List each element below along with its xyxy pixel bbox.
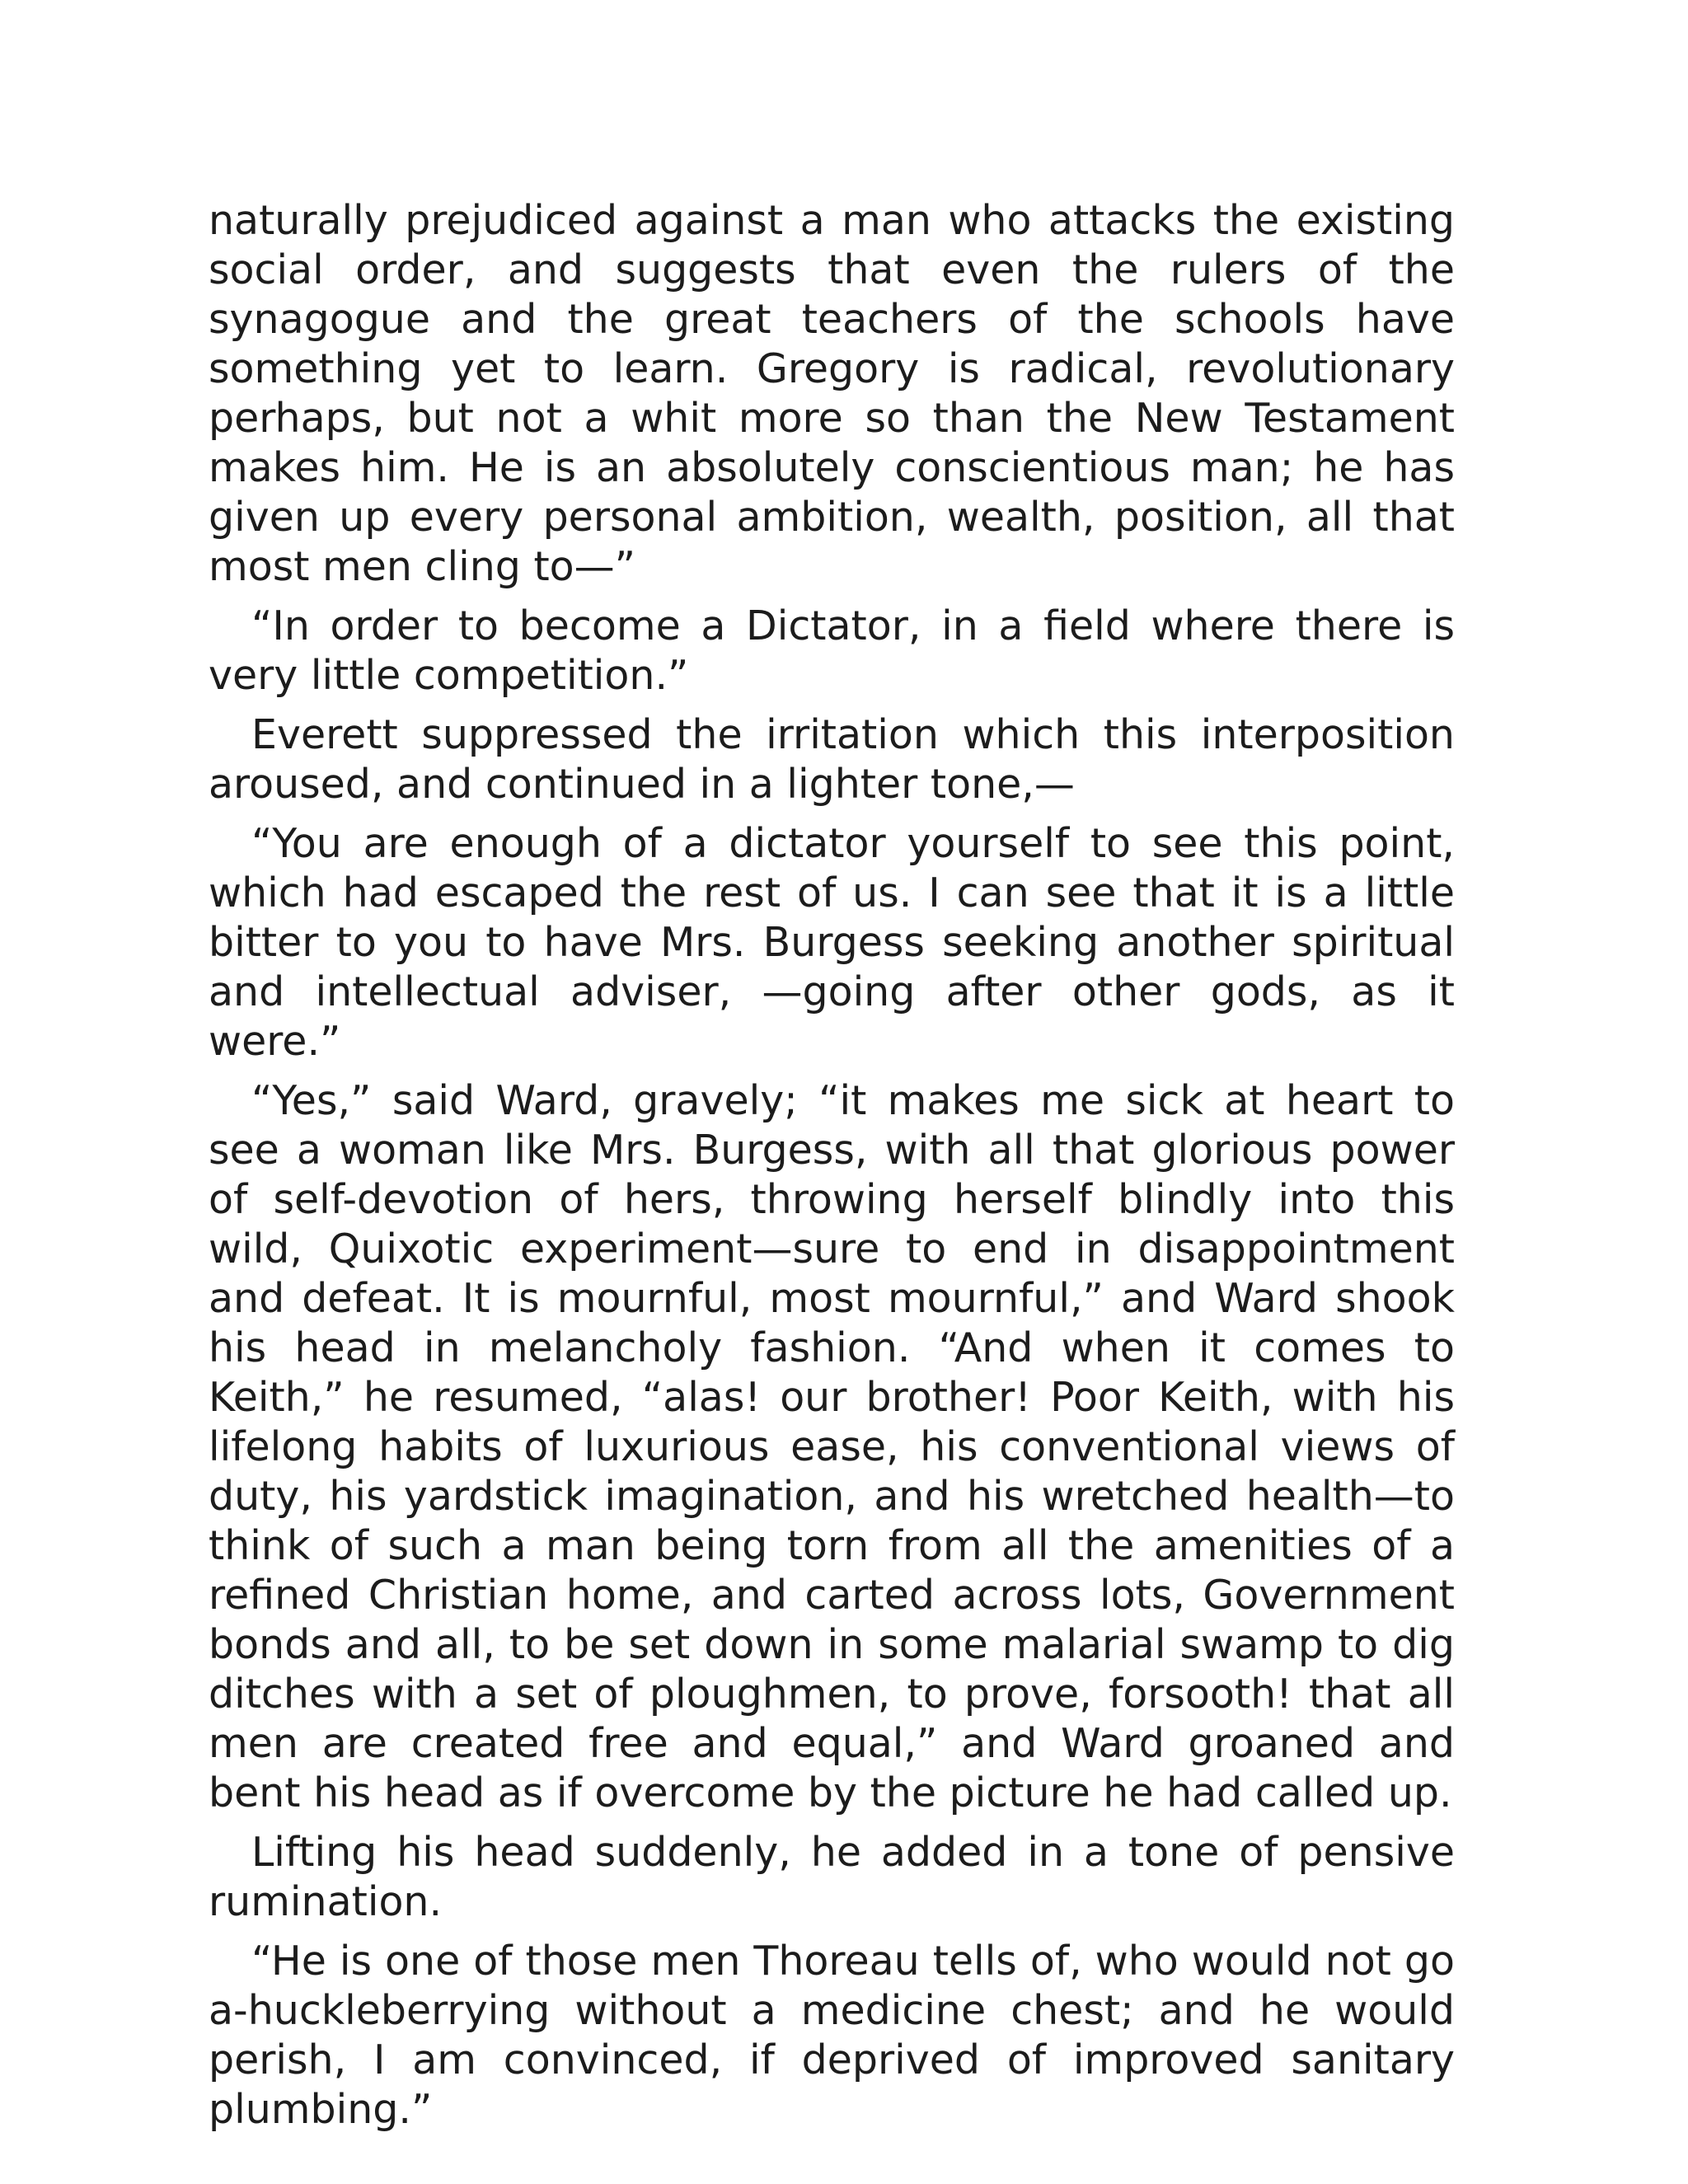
paragraph-3: Everett suppressed the irritation which this interposition aroused, and continued in a lighter tone,— bbox=[209, 711, 1455, 808]
page-body bbox=[209, 196, 1455, 2144]
paragraph-1: naturally prejudiced against a man who attacks the existing social order, and suggests that even the rulers of the synagogue and the great teachers of the schools have something yet to learn. Gregory is radical, revolutionary perhaps, but not a whit more so than the New Testament makes him. He is an absolutely conscientious man; he has given up every personal ambition, wealth, position, all that most men cling to—” bbox=[209, 197, 1455, 590]
paragraph-7: “He is one of those men Thoreau tells of, who would not go a-huckleberrying without a medicine chest; and he would perish, I am convinced, if deprived of improved sanitary plumbing.” bbox=[209, 1938, 1455, 2133]
paragraph-2: “In order to become a Dictator, in a field where there is very little competition.” bbox=[209, 602, 1455, 699]
paragraph-4: “You are enough of a dictator yourself to see this point, which had escaped the rest of us. I can see that it is a little bitter to you to have Mrs. Burgess seeking another spiritual and intellectual adviser, —going after other gods, as it were.” bbox=[209, 820, 1455, 1065]
paragraph-5: “Yes,” said Ward, gravely; “it makes me sick at heart to see a woman like Mrs. Burgess, with all that glorious power of self-devotion of hers, throwing herself blindly into this wild, Quixotic experiment—sure to end in disappointment and defeat. It is mournful, most mournful,” and Ward shook his head in melancholy fashion. “And when it comes to Keith,” he resumed, “alas! our brother! Poor Keith, with his lifelong habits of luxurious ease, his conventional views of duty, his yardstick imagination, and his wretched health—to think of such a man being torn from all the amenities of a refined Christian home, and carted across lots, Government bonds and all, to be set down in some malarial swamp to dig ditches with a set of ploughmen, to prove, forsooth! that all men are created free and equal,” and Ward groaned and bent his head as if overcome by the picture he had called up. bbox=[209, 1077, 1455, 1816]
paragraph-6: Lifting his head suddenly, he added in a tone of pensive rumination. bbox=[209, 1829, 1455, 1925]
